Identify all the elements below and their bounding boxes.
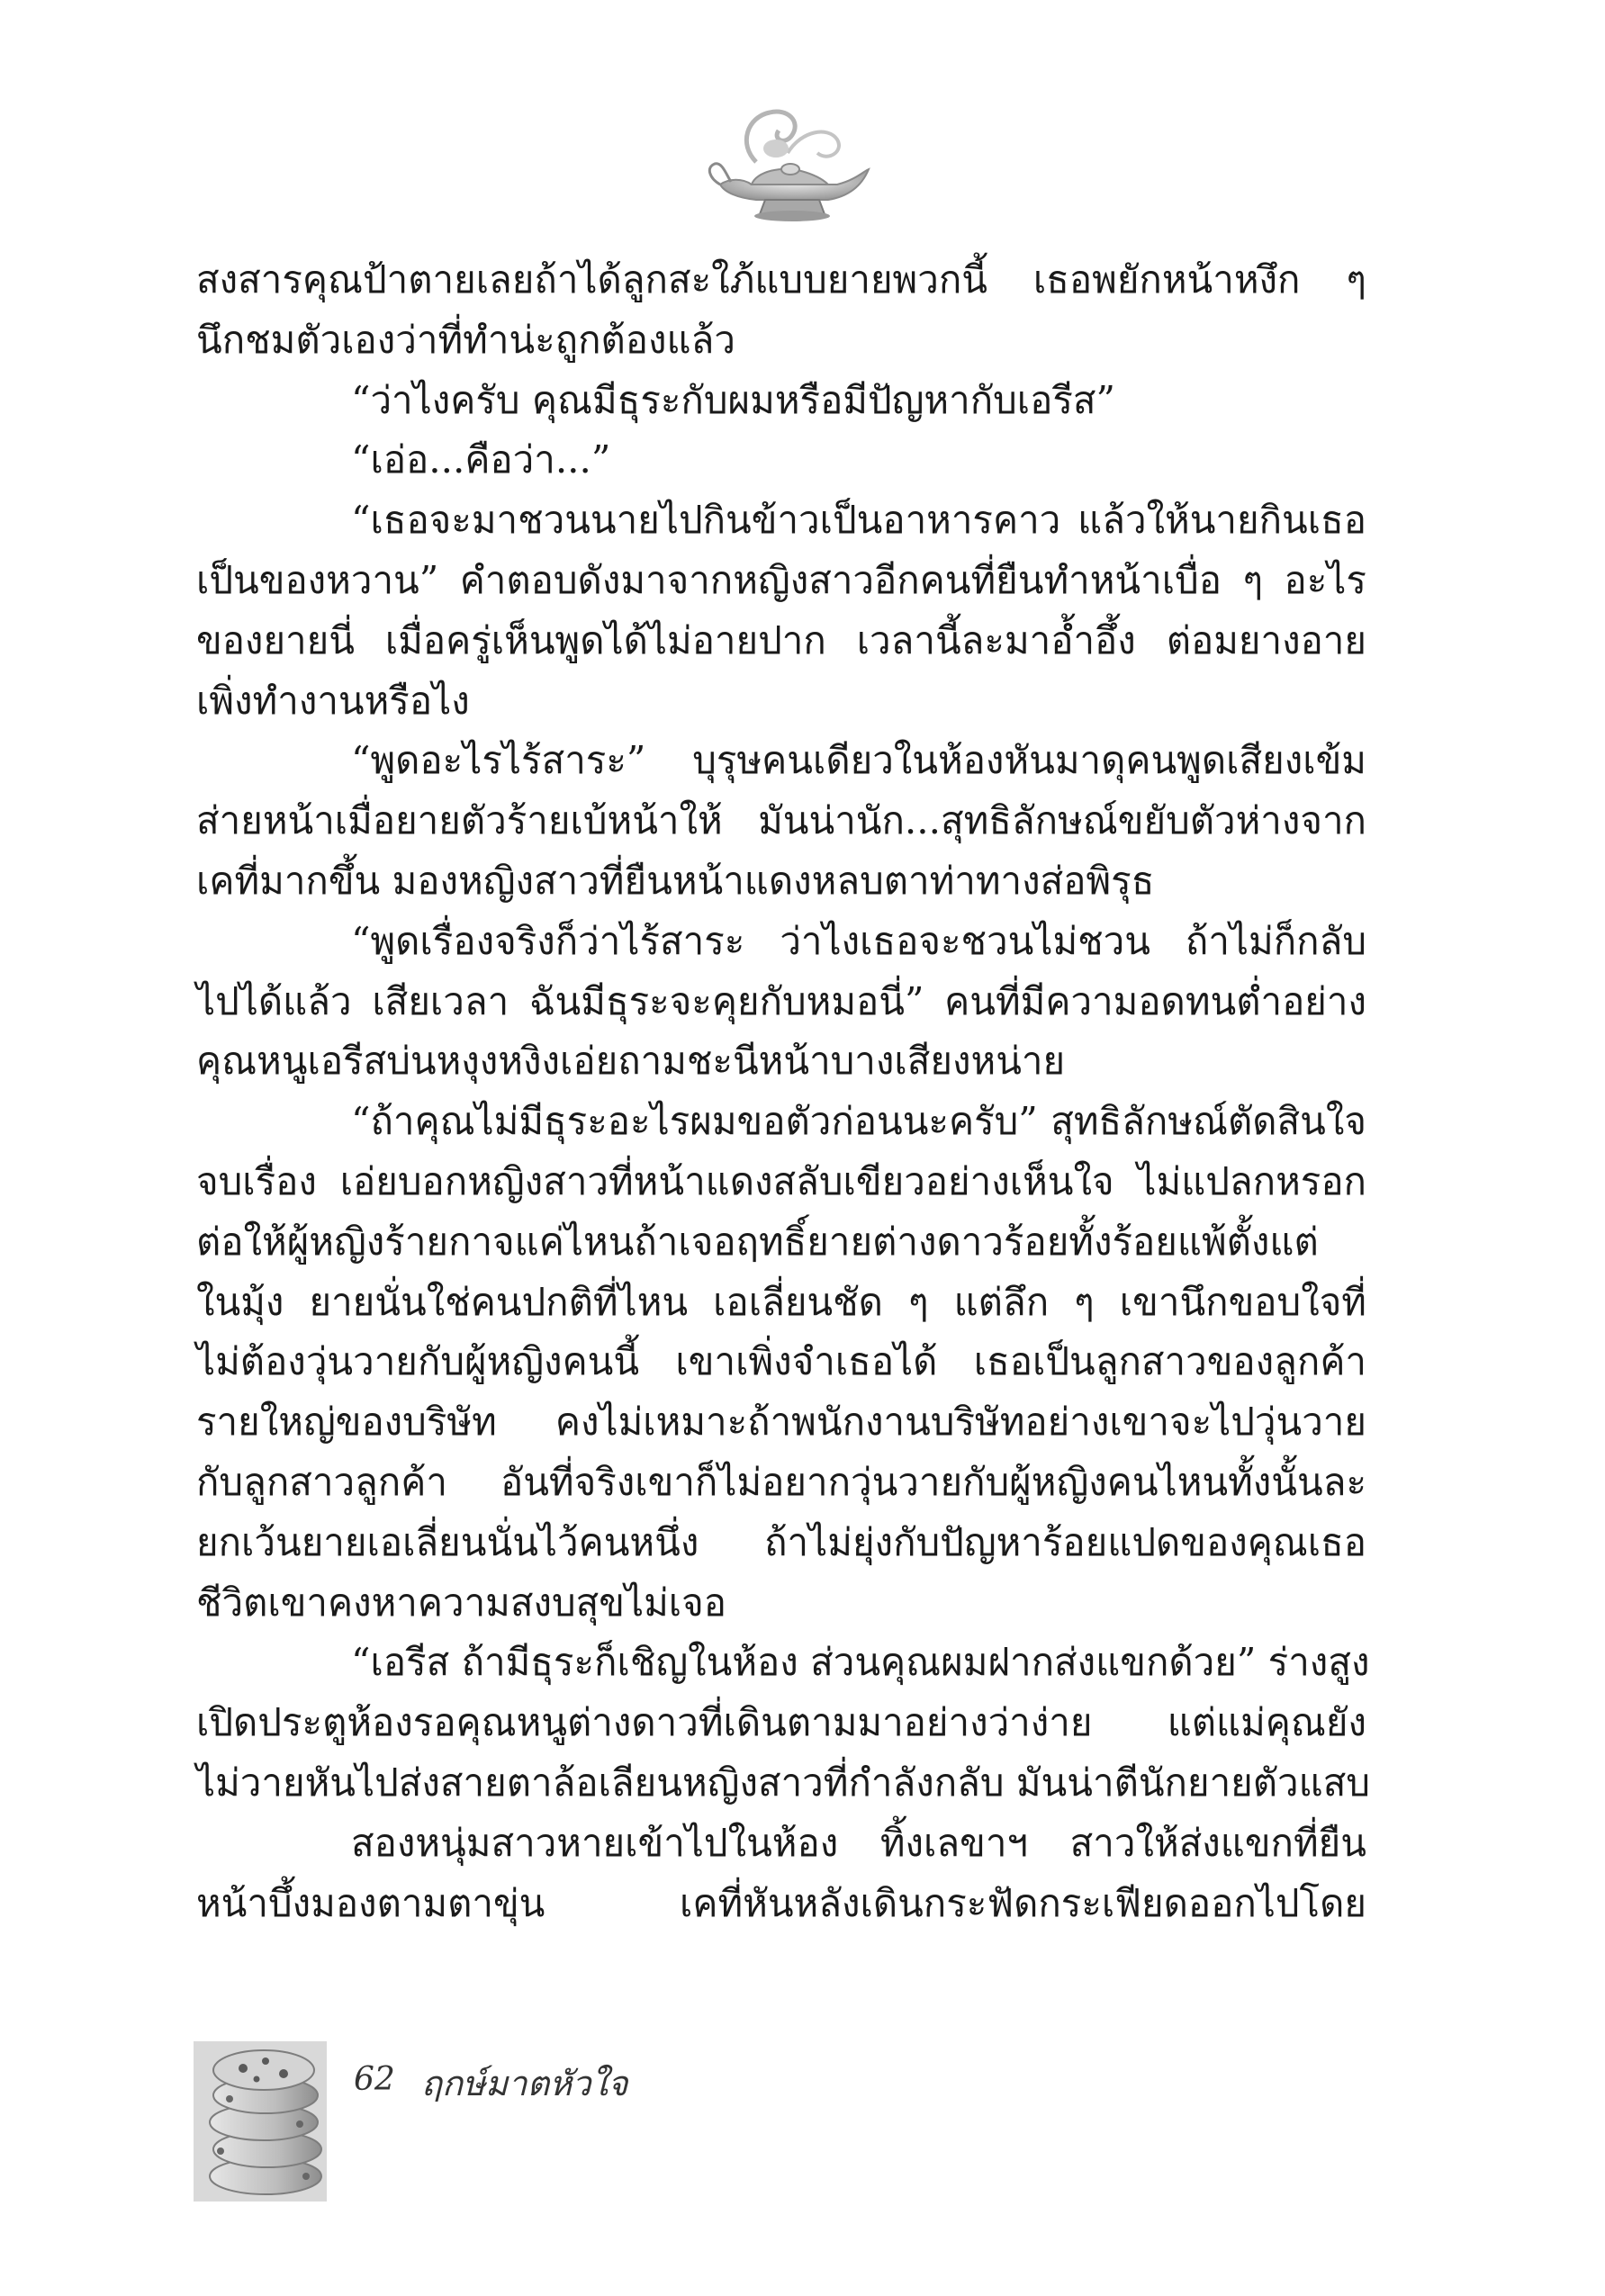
text-line: “ถ้าคุณไม่มีธุระอะไรผมขอตัวก่อนนะครับ” สุทธิลักษณ์ตัดสินใจ: [351, 1099, 1366, 1144]
text-line: หน้าบึ้งมองตามตาขุ่น เคที่หันหลังเดินกระฟัดกระเฟียดออกไปโดย: [196, 1880, 1366, 1925]
text-line: เป็นของหวาน” คำตอบดังมาจากหญิงสาวอีกคนที่ยืนทำหน้าเบื่อ ๆ อะไร: [196, 557, 1366, 602]
text-line: จบเรื่อง เอ่ยบอกหญิงสาวที่หน้าแดงสลับเขียวอย่างเห็นใจ ไม่แปลกหรอก: [196, 1158, 1366, 1203]
text-line: ไม่วายหันไปส่งสายตาล้อเลียนหญิงสาวที่กำลังกลับ มันน่าตีนักยายตัวแสบ: [196, 1760, 1371, 1805]
text-line: สองหนุ่มสาวหายเข้าไปในห้อง ทิ้งเลขาฯ สาวให้ส่งแขกที่ยืน: [351, 1820, 1366, 1865]
text-line: นึกชมตัวเองว่าที่ทำน่ะถูกต้องแล้ว: [196, 317, 735, 362]
text-line: “พูดอะไรไร้สาระ” บุรุษคนเดียวในห้องหันมาดุคนพูดเสียงเข้ม: [351, 738, 1366, 783]
text-line: รายใหญ่ของบริษัท คงไม่เหมาะถ้าพนักงานบริษัทอย่างเขาจะไปวุ่นวาย: [196, 1400, 1366, 1445]
text-line: กับลูกสาวลูกค้า อันที่จริงเขาก็ไม่อยากวุ่นวายกับผู้หญิงคนไหนทั้งนั้นละ: [196, 1459, 1366, 1504]
text-line: “ว่าไงครับ คุณมีธุระกับผมหรือมีปัญหากับเอรีส”: [351, 377, 1116, 422]
text-line: “เอ่อ...คือว่า...”: [351, 437, 611, 482]
text-line: ในมุ้ง ยายนั่นใช่คนปกติที่ไหน เอเลี่ยนชัด ๆ แต่ลึก ๆ เขานึกขอบใจที่: [196, 1279, 1366, 1324]
text-line: ชีวิตเขาคงหาความสงบสุขไม่เจอ: [196, 1580, 726, 1625]
text-line: “เอรีส ถ้ามีธุระก็เชิญในห้อง ส่วนคุณผมฝากส่งแขกด้วย” ร่างสูง: [351, 1640, 1370, 1685]
text-line: ของยายนี่ เมื่อครู่เห็นพูดได้ไม่อายปาก เวลานี้ละมาอ้ำอึ้ง ต่อมยางอาย: [196, 617, 1366, 662]
text-line: “เธอจะมาชวนนายไปกินข้าวเป็นอาหารคาว แล้วให้นายกินเธอ: [351, 498, 1366, 543]
text-line: ยกเว้นยายเอเลี่ยนนั่นไว้คนหนึ่ง ถ้าไม่ยุ่งกับปัญหาร้อยแปดของคุณเธอ: [196, 1519, 1366, 1564]
page-number: 62: [354, 2061, 395, 2098]
magic-lamp-icon: [702, 99, 873, 234]
text-line: ส่ายหน้าเมื่อยายตัวร้ายเบ้หน้าให้ มันน่านัก...สุทธิลักษณ์ขยับตัวห่างจาก: [196, 798, 1366, 843]
text-line: ต่อให้ผู้หญิงร้ายกาจแค่ไหนถ้าเจอฤทธิ์ยายต่างดาวร้อยทั้งร้อยแพ้ตั้งแต่: [196, 1219, 1319, 1264]
text-line: ไม่ต้องวุ่นวายกับผู้หญิงคนนี้ เขาเพิ่งจำเธอได้ เธอเป็นลูกสาวของลูกค้า: [196, 1339, 1366, 1384]
text-line: คุณหนูเอรีสบ่นหงุงหงิงเอ่ยถามชะนีหน้าบางเสียงหน่าย: [196, 1039, 1066, 1084]
body-text: [196, 250, 1371, 1933]
text-line: เคที่มากขึ้น มองหญิงสาวที่ยืนหน้าแดงหลบตาท่าทางส่อพิรุธ: [196, 858, 1155, 903]
text-line: “พูดเรื่องจริงก็ว่าไร้สาระ ว่าไงเธอจะชวนไม่ชวน ถ้าไม่ก็กลับ: [351, 918, 1366, 963]
cookie-stack-icon: [194, 2041, 327, 2201]
running-title: ฤกษ์มาตหัวใจ: [421, 2064, 628, 2103]
text-line: ไปได้แล้ว เสียเวลา ฉันมีธุระจะคุยกับหมอนี่” คนที่มีความอดทนต่ำอย่าง: [196, 978, 1366, 1023]
text-line: เพิ่งทำงานหรือไง: [196, 678, 470, 723]
text-line: สงสารคุณป้าตายเลยถ้าได้ลูกสะใภ้แบบยายพวกนี้ เธอพยักหน้าหงึก ๆ: [196, 257, 1366, 302]
text-line: เปิดประตูห้องรอคุณหนูต่างดาวที่เดินตามมาอย่างว่าง่าย แต่แม่คุณยัง: [196, 1700, 1366, 1745]
